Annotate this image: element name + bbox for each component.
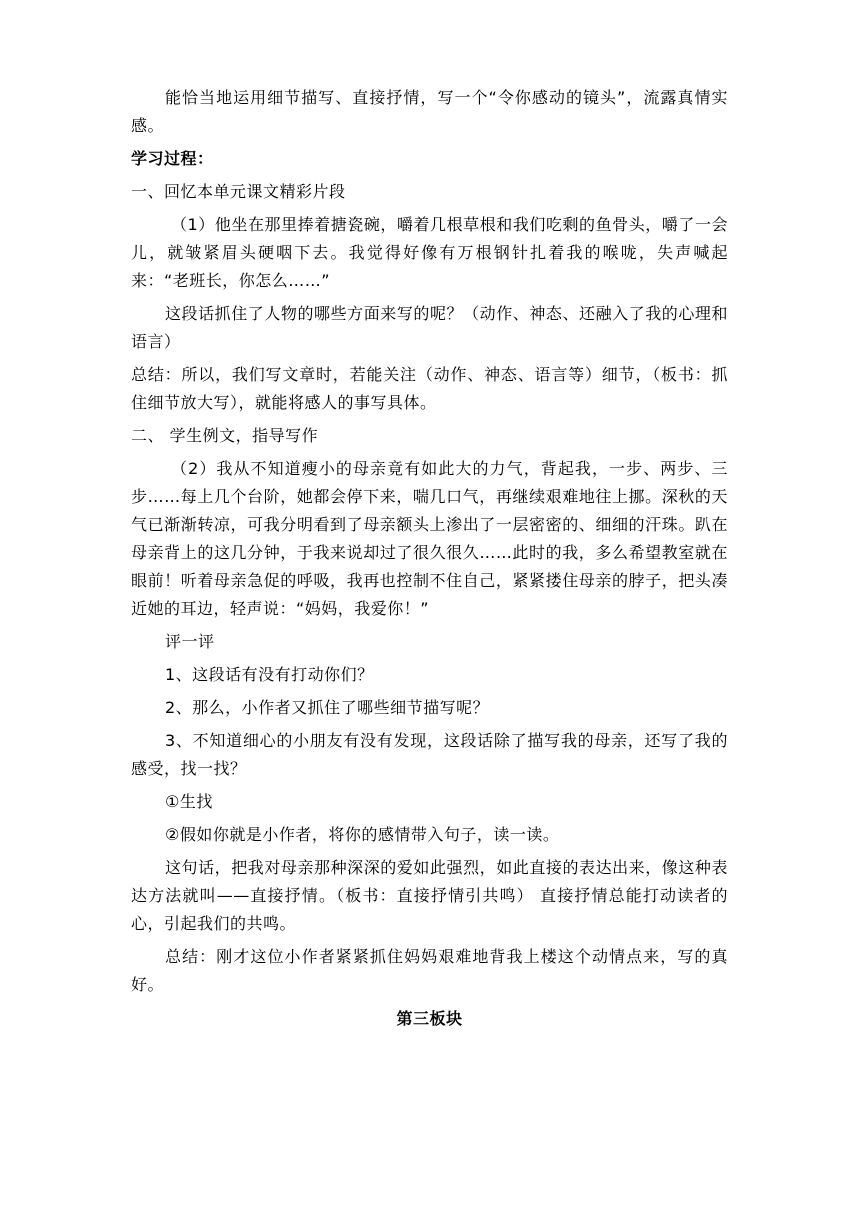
question-item-3: 3、不知道细心的小朋友有没有发现，这段话除了描写我的母亲，还写了我的感受，找一找？: [131, 731, 728, 778]
section-heading-part-three: 第三板块: [396, 1009, 463, 1028]
document-body: [131, 84, 728, 1038]
sub-item-1: ①生找: [165, 792, 213, 811]
explanation-paragraph: 这句话，把我对母亲那种深深的爱如此强烈，如此直接的表达出来，像这种表达方法就叫——直接抒情。（板书：直接抒情引共鸣） 直接抒情总能打动读者的心，引起我们的共鸣。: [131, 858, 728, 933]
summary-paragraph-1: 总结：所以，我们写文章时，若能关注（动作、神态、语言等）细节，（板书：抓住细节放大写），就能将感人的事写具体。: [131, 365, 728, 412]
review-heading: 评一评: [165, 632, 215, 651]
excerpt-paragraph-1: （1）他坐在那里捧着搪瓷碗，嚼着几根草根和我们吃剩的鱼骨头，嚼了一会儿，就皱紧眉头硬咽下去。我觉得好像有万根钢针扎着我的喉咙，失声喊起来：“老班长，你怎么……”: [131, 215, 728, 290]
excerpt-paragraph-2: （2）我从不知道瘦小的母亲竟有如此大的力气，背起我，一步、两步、三步……每上几个台阶，她都会停下来，喘几口气，再继续艰难地往上挪。深秋的天气已渐渐转凉，可我分明看到了母亲额头上渗出了一层密密的、细细的汗珠。趴在母亲背上的这几分钟，于我来说却过了很久很久……此时的我，多么希望教室就在眼前！听着母亲急促的呼吸，我再也控制不住自己，紧紧搂住母亲的脖子，把头凑近她的耳边，轻声说：“妈妈，我爱你！”: [131, 459, 728, 618]
objective-paragraph: 能恰当地运用细节描写、直接抒情，写一个“令你感动的镜头”，流露真情实感。: [131, 88, 728, 135]
question-item-2: 2、那么，小作者又抓住了哪些细节描写呢？: [165, 698, 490, 717]
question-item-1: 1、这段话有没有打动你们？: [165, 665, 374, 684]
part-one-heading: 一、回忆本单元课文精彩片段: [131, 182, 346, 201]
part-two-heading: 二、 学生例文，指导写作: [131, 426, 319, 445]
question-paragraph: 这段话抓住了人物的哪些方面来写的呢？（动作、神态、还融入了我的心理和语言）: [131, 304, 728, 351]
summary-paragraph-2: 总结：刚才这位小作者紧紧抓住妈妈艰难地背我上楼这个动情点来，写的真好。: [131, 947, 728, 994]
sub-item-2: ②假如你就是小作者，将你的感情带入句子，读一读。: [165, 825, 560, 844]
section-heading-learning-process: 学习过程：: [131, 149, 214, 168]
